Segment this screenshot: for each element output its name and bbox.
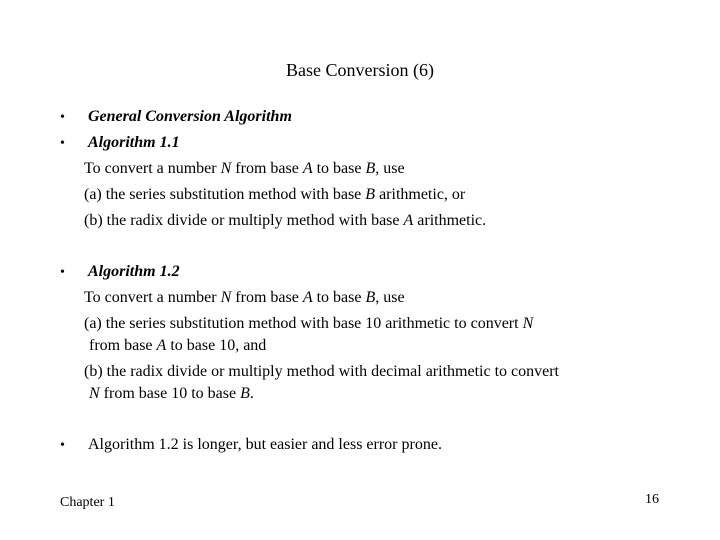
algorithm-1-1-line-1: To convert a number N from base A to base B, use	[84, 160, 405, 177]
footer-page-number: 16	[645, 492, 659, 507]
algorithm-1-2-line-3: from base A to base 10, and	[89, 337, 267, 354]
algorithm-1-2-line-2: (a) the series substitution method with base 10 arithmetic to convert N	[84, 315, 534, 332]
algorithm-1-2-line-5: N from base 10 to base B.	[89, 385, 254, 402]
bullet-marker: •	[60, 438, 65, 453]
bullet-marker: •	[60, 265, 65, 280]
algorithm-1-1-heading: Algorithm 1.1	[88, 134, 180, 151]
algorithm-1-2-heading: Algorithm 1.2	[88, 263, 180, 280]
algorithm-1-1-line-3: (b) the radix divide or multiply method with base A arithmetic.	[84, 212, 487, 229]
bullet-marker: •	[60, 136, 65, 151]
algorithm-1-2-line-1: To convert a number N from base A to base B, use	[84, 289, 405, 306]
algorithm-1-2-line-4: (b) the radix divide or multiply method with decimal arithmetic to convert	[84, 363, 559, 380]
footer-chapter: Chapter 1	[60, 495, 115, 510]
bullet-marker: •	[60, 110, 65, 125]
slide-title: Base Conversion (6)	[286, 60, 434, 80]
bullet-general-conversion: General Conversion Algorithm	[88, 108, 292, 125]
algorithm-1-1-line-2: (a) the series substitution method with base B arithmetic, or	[84, 186, 466, 203]
conclusion-text: Algorithm 1.2 is longer, but easier and less error prone.	[88, 436, 442, 453]
